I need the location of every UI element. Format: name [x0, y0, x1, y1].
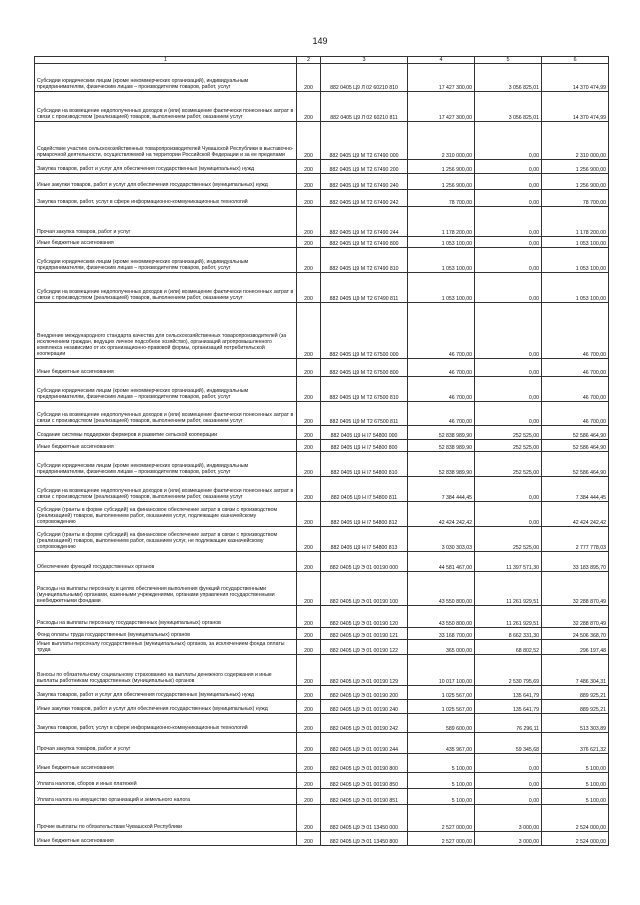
row-value-col4: 46 700,00: [408, 303, 475, 359]
header-cell: 6: [542, 57, 609, 64]
row-value-col4: 1 053 100,00: [408, 273, 475, 303]
row-value-col6: 14 370 474,99: [542, 92, 609, 122]
row-classification-cell: 882 0405 Ц9 Н I7 54800 810: [321, 452, 408, 477]
row-value-col6: 46 700,00: [542, 303, 609, 359]
table-row: [35, 733, 609, 754]
row-code-cell: 200: [297, 190, 321, 207]
row-name-cell: Уплата налогов, сборов и иных платежей: [35, 773, 297, 789]
row-value-col6: 1 256 900,00: [542, 174, 609, 190]
row-value-col6: 2 777 778,03: [542, 527, 609, 552]
row-code-cell: 200: [297, 426, 321, 440]
row-classification-cell: 882 0405 Ц9 Э 01 00190 000: [321, 552, 408, 572]
row-name-cell: Субсидии на возмещение недополученных доходов и (или) возмещение фактически понесенных затрат в связи с производством (реализацией) товаров, выполнением работ, оказанием услуг: [35, 477, 297, 502]
row-code-cell: 200: [297, 714, 321, 733]
row-name-cell: Субсидии юридическим лицам (кроме некоммерческих организаций), индивидуальным предпринимателям, физическим лицам – производителям товаров, работ, услуг: [35, 377, 297, 402]
row-name-cell: Иные выплаты персоналу государственных (муниципальных) органов, за исключением фонда оплаты труда: [35, 640, 297, 655]
header-cell: 1: [35, 57, 297, 64]
header-cell: 5: [475, 57, 542, 64]
table-header-row: [35, 57, 609, 64]
row-value-col5: 0,00: [475, 789, 542, 805]
row-classification-cell: 882 0405 Ц9 Л 02 60210 811: [321, 92, 408, 122]
row-classification-cell: 882 0405 Ц9 Э 01 00190 851: [321, 789, 408, 805]
table-row: [35, 773, 609, 789]
row-value-col6: 1 053 100,00: [542, 237, 609, 248]
row-value-col6: 2 524 000,00: [542, 832, 609, 846]
row-value-col6: 24 506 368,70: [542, 628, 609, 640]
row-value-col5: 68 802,52: [475, 640, 542, 655]
row-value-col4: 1 053 100,00: [408, 248, 475, 273]
row-code-cell: 200: [297, 359, 321, 377]
row-value-col5: 59 345,68: [475, 733, 542, 754]
row-classification-cell: 882 0405 Ц9 М Т2 67500 810: [321, 377, 408, 402]
row-code-cell: 200: [297, 789, 321, 805]
table-row: [35, 655, 609, 686]
row-classification-cell: 882 0405 Ц9 Л 02 60210 810: [321, 64, 408, 92]
row-value-col6: 32 288 870,49: [542, 606, 609, 628]
row-value-col4: 2 527 000,00: [408, 805, 475, 832]
table-row: [35, 440, 609, 452]
row-name-cell: Иные бюджетные ассигнования: [35, 440, 297, 452]
table-row: [35, 273, 609, 303]
row-classification-cell: 882 0405 Ц9 Э 01 13450 000: [321, 805, 408, 832]
row-value-col4: 5 100,00: [408, 789, 475, 805]
table-row: [35, 207, 609, 237]
row-value-col5: 11 261 929,51: [475, 606, 542, 628]
row-value-col5: 0,00: [475, 237, 542, 248]
row-value-col4: 52 838 989,90: [408, 440, 475, 452]
row-code-cell: 200: [297, 92, 321, 122]
row-value-col4: 1 256 900,00: [408, 160, 475, 174]
row-classification-cell: 882 0405 Ц9 М Т2 67490 240: [321, 174, 408, 190]
header-cell: 4: [408, 57, 475, 64]
row-value-col6: 52 586 464,90: [542, 426, 609, 440]
row-code-cell: 200: [297, 628, 321, 640]
row-code-cell: 200: [297, 552, 321, 572]
table-row: [35, 92, 609, 122]
row-value-col4: 42 424 242,42: [408, 502, 475, 527]
table-row: [35, 426, 609, 440]
table-row: [35, 303, 609, 359]
row-name-cell: Иные бюджетные ассигнования: [35, 237, 297, 248]
row-code-cell: 200: [297, 640, 321, 655]
row-value-col5: 0,00: [475, 303, 542, 359]
row-classification-cell: 882 0405 Ц9 Э 01 00190 129: [321, 655, 408, 686]
row-value-col6: 42 424 242,42: [542, 502, 609, 527]
row-code-cell: 200: [297, 237, 321, 248]
row-value-col5: 11 397 571,30: [475, 552, 542, 572]
row-name-cell: Прочая закупка товаров, работ и услуг: [35, 207, 297, 237]
row-value-col4: 1 025 567,00: [408, 686, 475, 700]
row-code-cell: 200: [297, 805, 321, 832]
row-classification-cell: 882 0405 Ц9 Э 01 00190 800: [321, 754, 408, 773]
table-row: [35, 174, 609, 190]
table-row: [35, 64, 609, 92]
row-code-cell: 200: [297, 606, 321, 628]
row-value-col4: 5 100,00: [408, 754, 475, 773]
row-value-col6: 5 100,00: [542, 789, 609, 805]
page-number: 149: [312, 36, 328, 46]
table-row: [35, 402, 609, 426]
row-code-cell: 200: [297, 377, 321, 402]
row-value-col6: 52 586 464,90: [542, 452, 609, 477]
row-value-col6: 1 178 200,00: [542, 207, 609, 237]
row-classification-cell: 882 0405 Ц9 Э 01 00190 850: [321, 773, 408, 789]
row-value-col4: 3 030 303,03: [408, 527, 475, 552]
row-value-col5: 0,00: [475, 160, 542, 174]
table-row: [35, 754, 609, 773]
row-value-col5: 11 261 929,51: [475, 572, 542, 606]
table-row: [35, 572, 609, 606]
row-code-cell: 200: [297, 303, 321, 359]
row-value-col6: 889 925,21: [542, 700, 609, 714]
row-classification-cell: 882 0405 Ц9 М Т2 67500 800: [321, 359, 408, 377]
row-name-cell: Закупка товаров, работ и услуг для обеспечения государственных (муниципальных) нужд: [35, 160, 297, 174]
row-code-cell: 200: [297, 207, 321, 237]
row-name-cell: Прочая закупка товаров, работ и услуг: [35, 733, 297, 754]
table-row: [35, 805, 609, 832]
row-name-cell: Субсидии (гранты в форме субсидий) на финансовое обеспечение затрат в связи с производством (реализацией) товаров, выполнением работ, оказанием услуг, не подлежащие казначейскому сопровождению: [35, 527, 297, 552]
table-row: [35, 832, 609, 846]
row-value-col6: 33 183 895,70: [542, 552, 609, 572]
budget-table: [34, 56, 609, 846]
row-classification-cell: 882 0405 Ц9 М Т2 67490 811: [321, 273, 408, 303]
row-value-col6: 46 700,00: [542, 377, 609, 402]
row-value-col5: 0,00: [475, 359, 542, 377]
row-value-col5: 0,00: [475, 174, 542, 190]
row-name-cell: Субсидии на возмещение недополученных доходов и (или) возмещение фактически понесенных затрат в связи с производством (реализацией) товаров, выполнением работ, оказанием услуг: [35, 92, 297, 122]
table-row: [35, 606, 609, 628]
table-row: [35, 502, 609, 527]
row-value-col4: 1 256 900,00: [408, 174, 475, 190]
row-value-col4: 17 427 300,00: [408, 92, 475, 122]
row-classification-cell: 882 0405 Ц9 Э 01 00190 240: [321, 700, 408, 714]
row-name-cell: Закупка товаров, работ и услуг для обеспечения государственных (муниципальных) нужд: [35, 686, 297, 700]
row-code-cell: 200: [297, 502, 321, 527]
table-row: [35, 160, 609, 174]
row-value-col4: 46 700,00: [408, 359, 475, 377]
row-value-col6: 1 256 900,00: [542, 160, 609, 174]
row-name-cell: Закупка товаров, работ, услуг в сфере информационно-коммуникационных технологий: [35, 190, 297, 207]
row-value-col5: 0,00: [475, 402, 542, 426]
row-value-col5: 252 525,00: [475, 452, 542, 477]
row-name-cell: Обеспечение функций государственных органов: [35, 552, 297, 572]
row-classification-cell: 882 0405 Ц9 Э 01 13450 800: [321, 832, 408, 846]
row-value-col4: 1 025 567,00: [408, 700, 475, 714]
row-classification-cell: 882 0405 Ц9 Э 01 00190 100: [321, 572, 408, 606]
row-classification-cell: 882 0405 Ц9 Н I7 54800 800: [321, 440, 408, 452]
row-value-col4: 46 700,00: [408, 402, 475, 426]
row-value-col5: 135 641,79: [475, 686, 542, 700]
row-value-col5: 0,00: [475, 248, 542, 273]
row-code-cell: 200: [297, 402, 321, 426]
row-value-col4: 7 384 444,45: [408, 477, 475, 502]
row-value-col4: 435 967,00: [408, 733, 475, 754]
row-value-col6: 296 197,48: [542, 640, 609, 655]
row-name-cell: Иные бюджетные ассигнования: [35, 359, 297, 377]
table-row: [35, 122, 609, 160]
row-classification-cell: 882 0405 Ц9 Э 01 00190 122: [321, 640, 408, 655]
row-value-col5: 0,00: [475, 207, 542, 237]
table-row: [35, 789, 609, 805]
row-code-cell: 200: [297, 773, 321, 789]
row-value-col5: 0,00: [475, 190, 542, 207]
row-value-col4: 33 168 700,00: [408, 628, 475, 640]
table-row: [35, 714, 609, 733]
row-code-cell: 200: [297, 174, 321, 190]
table-row: [35, 700, 609, 714]
row-value-col5: 0,00: [475, 773, 542, 789]
row-name-cell: Субсидии на возмещение недополученных доходов и (или) возмещение фактически понесенных затрат в связи с производством (реализацией) товаров, выполнением работ, оказанием услуг: [35, 273, 297, 303]
row-value-col4: 43 550 800,00: [408, 606, 475, 628]
row-value-col4: 1 053 100,00: [408, 237, 475, 248]
row-name-cell: Внедрение международного стандарта качества для сельскохозяйственных товаропроизводителей (за исключением граждан, ведущих личное подсобное хозяйство), организаций агропромышленного комплекса независимо от их организационно-правовой формы, организаций потребительской кооперации: [35, 303, 297, 359]
row-code-cell: 200: [297, 686, 321, 700]
row-classification-cell: 882 0405 Ц9 М Т2 67500 811: [321, 402, 408, 426]
row-code-cell: 200: [297, 572, 321, 606]
row-name-cell: Субсидии (гранты в форме субсидий) на финансовое обеспечение затрат в связи с производством (реализацией) товаров, выполнением работ, оказанием услуг, подлежащие казначейскому сопровождению: [35, 502, 297, 527]
row-name-cell: Расходы на выплаты персоналу в целях обеспечения выполнения функций государственными (муниципальными) органами, казенными учреждениями, органами управления государственными внебюджетными фондами: [35, 572, 297, 606]
table-row: [35, 628, 609, 640]
header-cell: 2: [297, 57, 321, 64]
row-value-col5: 3 056 825,01: [475, 64, 542, 92]
row-value-col5: 0,00: [475, 502, 542, 527]
table-row: [35, 686, 609, 700]
table-row: [35, 190, 609, 207]
row-classification-cell: 882 0405 Ц9 Н I7 54800 812: [321, 502, 408, 527]
row-value-col4: 52 838 989,90: [408, 426, 475, 440]
row-classification-cell: 882 0405 Ц9 М Т2 67490 200: [321, 160, 408, 174]
row-code-cell: 200: [297, 754, 321, 773]
row-value-col6: 7 486 304,31: [542, 655, 609, 686]
row-code-cell: 200: [297, 160, 321, 174]
row-name-cell: Прочие выплаты по обязательствам Чувашской Республики: [35, 805, 297, 832]
row-code-cell: 200: [297, 527, 321, 552]
row-classification-cell: 882 0405 Ц9 Н I7 54800 000: [321, 426, 408, 440]
row-value-col6: 78 700,00: [542, 190, 609, 207]
row-value-col5: 0,00: [475, 754, 542, 773]
row-name-cell: Содействие участию сельскохозяйственных товаропроизводителей Чувашской Республики в выставочно-ярмарочной деятельности, осуществляемой на территории Российской Федерации и за ее пределами: [35, 122, 297, 160]
table-row: [35, 552, 609, 572]
row-classification-cell: 882 0405 Ц9 М Т2 67490 810: [321, 248, 408, 273]
row-value-col4: 17 427 300,00: [408, 64, 475, 92]
row-classification-cell: 882 0405 Ц9 М Т2 67490 000: [321, 122, 408, 160]
row-code-cell: 200: [297, 733, 321, 754]
row-value-col6: 14 370 474,99: [542, 64, 609, 92]
row-value-col6: 1 053 100,00: [542, 248, 609, 273]
table-row: [35, 640, 609, 655]
row-code-cell: 200: [297, 832, 321, 846]
row-value-col5: 3 000,00: [475, 832, 542, 846]
header-cell: 3: [321, 57, 408, 64]
row-classification-cell: 882 0405 Ц9 Э 01 00190 120: [321, 606, 408, 628]
row-value-col4: 44 581 467,00: [408, 552, 475, 572]
row-code-cell: 200: [297, 248, 321, 273]
row-classification-cell: 882 0405 Ц9 Н I7 54800 813: [321, 527, 408, 552]
row-value-col6: 1 053 100,00: [542, 273, 609, 303]
row-value-col5: 8 662 331,30: [475, 628, 542, 640]
row-value-col6: 513 303,89: [542, 714, 609, 733]
row-name-cell: Создание системы поддержки фермеров и развитие сельской кооперации: [35, 426, 297, 440]
table-row: [35, 377, 609, 402]
row-value-col4: 46 700,00: [408, 377, 475, 402]
row-code-cell: 200: [297, 122, 321, 160]
row-value-col4: 10 017 100,00: [408, 655, 475, 686]
row-name-cell: Субсидии юридическим лицам (кроме некоммерческих организаций), индивидуальным предпринимателям, физическим лицам – производителям товаров, работ, услуг: [35, 248, 297, 273]
row-classification-cell: 882 0405 Ц9 Э 01 00190 244: [321, 733, 408, 754]
row-name-cell: Иные бюджетные ассигнования: [35, 754, 297, 773]
row-classification-cell: 882 0405 Ц9 Э 01 00190 121: [321, 628, 408, 640]
row-value-col5: 76 296,11: [475, 714, 542, 733]
row-value-col4: 365 000,00: [408, 640, 475, 655]
row-value-col4: 43 550 800,00: [408, 572, 475, 606]
row-value-col6: 2 524 000,00: [542, 805, 609, 832]
row-value-col6: 5 100,00: [542, 773, 609, 789]
row-value-col5: 3 056 825,01: [475, 92, 542, 122]
row-code-cell: 200: [297, 64, 321, 92]
table-row: [35, 359, 609, 377]
table-row: [35, 527, 609, 552]
row-value-col5: 0,00: [475, 273, 542, 303]
row-code-cell: 200: [297, 440, 321, 452]
row-value-col5: 252 525,00: [475, 440, 542, 452]
row-value-col5: 252 525,00: [475, 527, 542, 552]
row-value-col6: 2 310 000,00: [542, 122, 609, 160]
row-value-col5: 252 525,00: [475, 426, 542, 440]
row-code-cell: 200: [297, 477, 321, 502]
table-row: [35, 248, 609, 273]
row-value-col6: 5 100,00: [542, 754, 609, 773]
row-value-col6: 376 621,32: [542, 733, 609, 754]
row-value-col4: 78 700,00: [408, 190, 475, 207]
row-value-col6: 7 384 444,45: [542, 477, 609, 502]
row-name-cell: Иные закупки товаров, работ и услуг для обеспечения государственных (муниципальных) нужд: [35, 174, 297, 190]
row-name-cell: Закупка товаров, работ, услуг в сфере информационно-коммуникационных технологий: [35, 714, 297, 733]
row-value-col4: 1 178 200,00: [408, 207, 475, 237]
row-value-col6: 46 700,00: [542, 359, 609, 377]
row-code-cell: 200: [297, 273, 321, 303]
row-value-col5: 0,00: [475, 377, 542, 402]
row-name-cell: Расходы на выплаты персоналу государственных (муниципальных) органов: [35, 606, 297, 628]
row-value-col6: 32 288 870,49: [542, 572, 609, 606]
table-row: [35, 477, 609, 502]
row-classification-cell: 882 0405 Ц9 М Т2 67490 800: [321, 237, 408, 248]
row-classification-cell: 882 0405 Ц9 М Т2 67490 242: [321, 190, 408, 207]
row-name-cell: Иные бюджетные ассигнования: [35, 832, 297, 846]
row-classification-cell: 882 0405 Ц9 Э 01 00190 200: [321, 686, 408, 700]
row-code-cell: 200: [297, 452, 321, 477]
row-classification-cell: 882 0405 Ц9 Н I7 54800 811: [321, 477, 408, 502]
row-value-col5: 3 000,00: [475, 805, 542, 832]
row-code-cell: 200: [297, 655, 321, 686]
row-value-col4: 52 838 989,90: [408, 452, 475, 477]
row-name-cell: Субсидии на возмещение недополученных доходов и (или) возмещение фактически понесенных затрат в связи с производством (реализацией) товаров, выполнением работ, оказанием услуг: [35, 402, 297, 426]
row-value-col4: 5 100,00: [408, 773, 475, 789]
row-classification-cell: 882 0405 Ц9 Э 01 00190 242: [321, 714, 408, 733]
row-value-col6: 52 586 464,90: [542, 440, 609, 452]
row-classification-cell: 882 0405 Ц9 М Т2 67500 000: [321, 303, 408, 359]
row-value-col5: 135 641,79: [475, 700, 542, 714]
row-name-cell: Субсидии юридическим лицам (кроме некоммерческих организаций), индивидуальным предпринимателям, физическим лицам – производителям товаров, работ, услуг: [35, 452, 297, 477]
row-name-cell: Иные закупки товаров, работ и услуг для обеспечения государственных (муниципальных) нужд: [35, 700, 297, 714]
row-value-col6: 889 925,21: [542, 686, 609, 700]
row-name-cell: Взносы по обязательному социальному страхованию на выплаты денежного содержания и иные выплаты работникам государственных (муниципальных) органов: [35, 655, 297, 686]
row-value-col5: 2 530 795,69: [475, 655, 542, 686]
row-classification-cell: 882 0405 Ц9 М Т2 67490 244: [321, 207, 408, 237]
row-value-col4: 2 310 000,00: [408, 122, 475, 160]
row-code-cell: 200: [297, 700, 321, 714]
row-name-cell: Субсидии юридическим лицам (кроме некоммерческих организаций), индивидуальным предпринимателям, физическим лицам – производителям товаров, работ, услуг: [35, 64, 297, 92]
row-value-col4: 589 600,00: [408, 714, 475, 733]
row-name-cell: Фонд оплаты труда государственных (муниципальных) органов: [35, 628, 297, 640]
row-value-col5: 0,00: [475, 477, 542, 502]
row-value-col4: 2 527 000,00: [408, 832, 475, 846]
row-value-col5: 0,00: [475, 122, 542, 160]
table-row: [35, 452, 609, 477]
row-value-col6: 46 700,00: [542, 402, 609, 426]
row-name-cell: Уплата налога на имущество организаций и земельного налога: [35, 789, 297, 805]
table-row: [35, 237, 609, 248]
